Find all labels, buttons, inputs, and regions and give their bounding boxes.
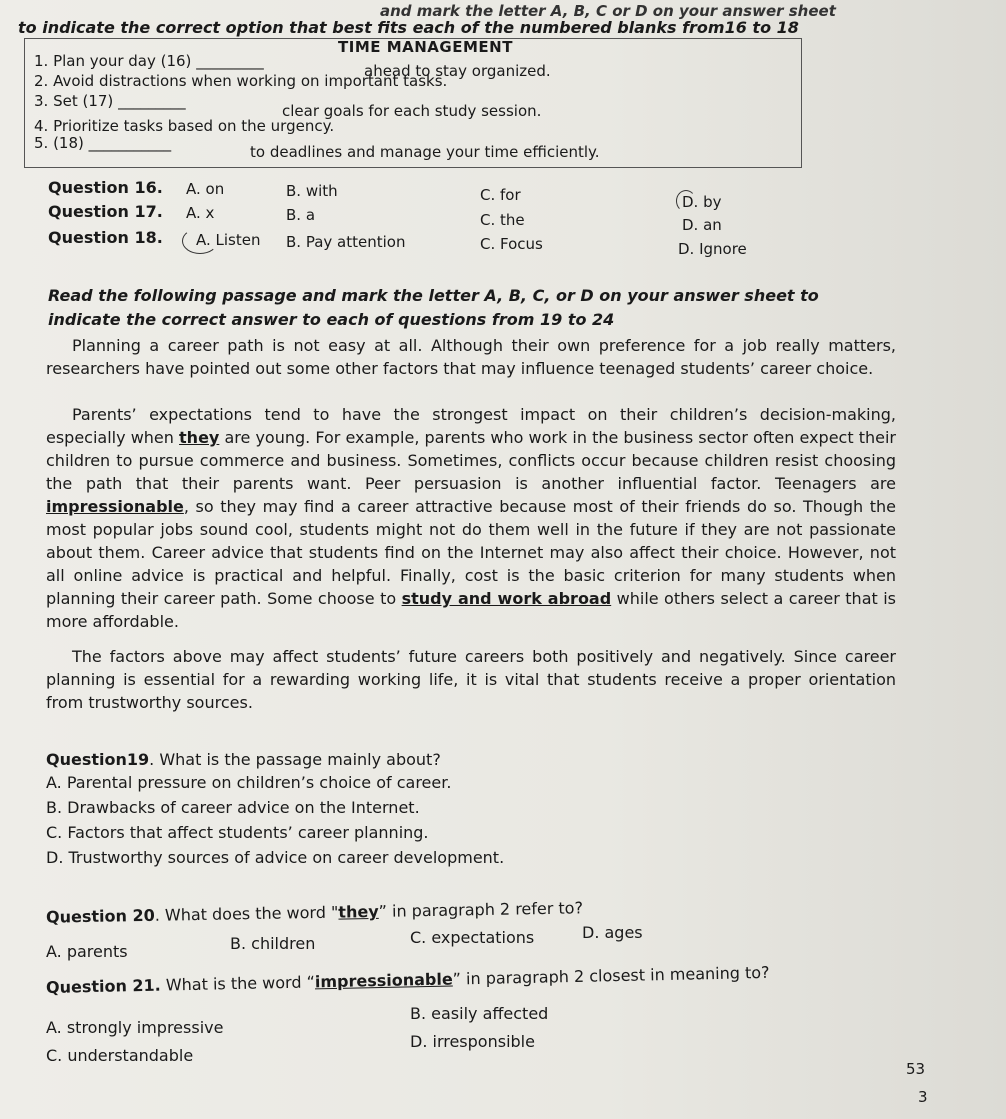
question-21-option-d: D. irresponsible: [410, 1032, 535, 1051]
underlined-word-they: they: [179, 428, 220, 447]
passage-paragraph-2: [46, 403, 896, 633]
question-20-option-c: C. expectations: [410, 928, 535, 947]
instruction-top-line: and mark the letter A, B, C or D on your answer sheet: [380, 2, 836, 20]
paragraph-text: are young. For example, parents who work in the business sector often expect their children to pursue commerce and business. Sometimes, conflicts occur because children resist choosing the path that their parents want. Peer persuasion is another influential factor. Teenagers are: [46, 428, 897, 493]
question-20-label: Question 20: [45, 905, 155, 927]
notice-item-5-end: to deadlines and manage your time efficiently.: [250, 143, 600, 161]
instruction-reading-1: Read the following passage and mark the letter A, B, C, or D on your answer sheet to: [48, 286, 819, 305]
question-19-label: Question19: [46, 750, 150, 769]
question-20-stem: . What does the word ": [154, 902, 339, 925]
paragraph-text: while others select a career that is more affordable.: [46, 589, 897, 631]
question-19-option-a: A. Parental pressure on children’s choice of career.: [46, 773, 452, 792]
notice-item-4: 4. Prioritize tasks based on the urgency.: [34, 117, 335, 135]
instruction-reading-2: indicate the correct answer to each of questions from 19 to 24: [48, 310, 615, 329]
notice-item-5: [34, 134, 171, 152]
question-19-option-d: D. Trustworthy sources of advice on career development.: [46, 848, 505, 867]
question-20-word: they: [338, 901, 379, 922]
question-20-stem: ” in paragraph 2 refer to?: [378, 898, 584, 921]
question-18-option-c: C. Focus: [480, 235, 543, 253]
passage-paragraph-3: [46, 645, 896, 714]
question-19: [46, 750, 441, 769]
page-number-primary: 53: [906, 1060, 926, 1078]
question-21-word: impressionable: [314, 969, 453, 992]
answer-circle-16: [676, 190, 696, 212]
question-20: [46, 898, 583, 926]
question-19-option-b: B. Drawbacks of career advice on the Internet.: [46, 798, 420, 817]
notice-item-2: 2. Avoid distractions when working on important tasks.: [34, 72, 448, 90]
underlined-phrase-abroad: study and work abroad: [401, 589, 612, 608]
question-16-option-a: A. on: [186, 180, 225, 198]
blank-18: ___________: [88, 134, 172, 152]
notice-item-3-end: clear goals for each study session.: [282, 102, 542, 120]
question-21-stem: ” in paragraph 2 closest in meaning to?: [452, 962, 770, 989]
question-17-option-c: C. the: [480, 211, 525, 229]
notice-item-3: [34, 92, 186, 110]
instruction-cloze: to indicate the correct option that best fits each of the numbered blanks from16 to 18: [18, 18, 799, 37]
question-16-option-d: D. by: [682, 193, 722, 211]
notice-title: TIME MANAGEMENT: [338, 38, 513, 56]
paragraph-text: , so they may find a career attractive because most of their friends do so. Though the most popular jobs sound cool, students might not do them well in the future if they are not passionate about them. Career advice that students find on the Internet may also affect their choice. However, not all online advice is practical and helpful. Finally, cost is the basic criterion for many students when planning their career path. Some choose to: [46, 497, 896, 608]
question-21-option-a: A. strongly impressive: [46, 1018, 224, 1037]
blank-17: _________: [118, 92, 186, 110]
page-number-secondary: 3: [918, 1088, 928, 1106]
question-21-option-c: C. understandable: [46, 1046, 194, 1065]
paragraph-text: Parents’ expectations tend to have the strongest impact on their children’s decision-making, especially when: [46, 405, 896, 447]
notice-item-text: 5. (18): [34, 134, 84, 152]
question-19-stem: . What is the passage mainly about?: [149, 750, 441, 769]
notice-item-1: [34, 52, 264, 70]
question-17-option-d: D. an: [682, 216, 722, 234]
question-18-option-d: D. Ignore: [678, 240, 747, 258]
passage-paragraph-1: [46, 334, 896, 380]
question-20-option-d: D. ages: [582, 923, 643, 942]
notice-item-text: 3. Set (17): [34, 92, 114, 110]
question-21-option-b: B. easily affected: [410, 1004, 549, 1023]
answer-circle-18: [182, 228, 218, 254]
question-18-option-a: A. Listen: [196, 231, 261, 249]
notice-item-1-end: ahead to stay organized.: [364, 62, 551, 80]
question-17-option-a: A. x: [186, 204, 215, 222]
question-18-label: Question 18.: [48, 228, 163, 247]
question-17-label: Question 17.: [48, 202, 163, 221]
question-20-option-a: A. parents: [46, 942, 128, 961]
paragraph-text: Planning a career path is not easy at all. Although their own preference for a job really matters, researchers have pointed out some other factors that may influence teenaged students’ career choice.: [46, 336, 896, 378]
question-21-label: Question 21.: [45, 975, 161, 997]
question-18-option-b: B. Pay attention: [286, 233, 406, 251]
question-17-option-b: B. a: [286, 206, 316, 224]
question-21-stem: What is the word “: [160, 972, 316, 995]
question-21: [46, 963, 770, 997]
question-16-option-c: C. for: [480, 186, 521, 204]
question-16-label: Question 16.: [48, 178, 163, 197]
question-16-option-b: B. with: [286, 182, 338, 200]
question-20-option-b: B. children: [230, 934, 316, 953]
question-19-option-c: C. Factors that affect students’ career planning.: [46, 823, 429, 842]
blank-16: _________: [196, 52, 264, 70]
notice-item-text: 1. Plan your day (16): [34, 52, 192, 70]
paragraph-text: The factors above may affect students’ future careers both positively and negatively. Since career planning is essential for a rewarding working life, it is vital that students receive a proper orientation from trustworthy sources.: [46, 647, 896, 712]
underlined-word-impressionable: impressionable: [46, 497, 184, 516]
